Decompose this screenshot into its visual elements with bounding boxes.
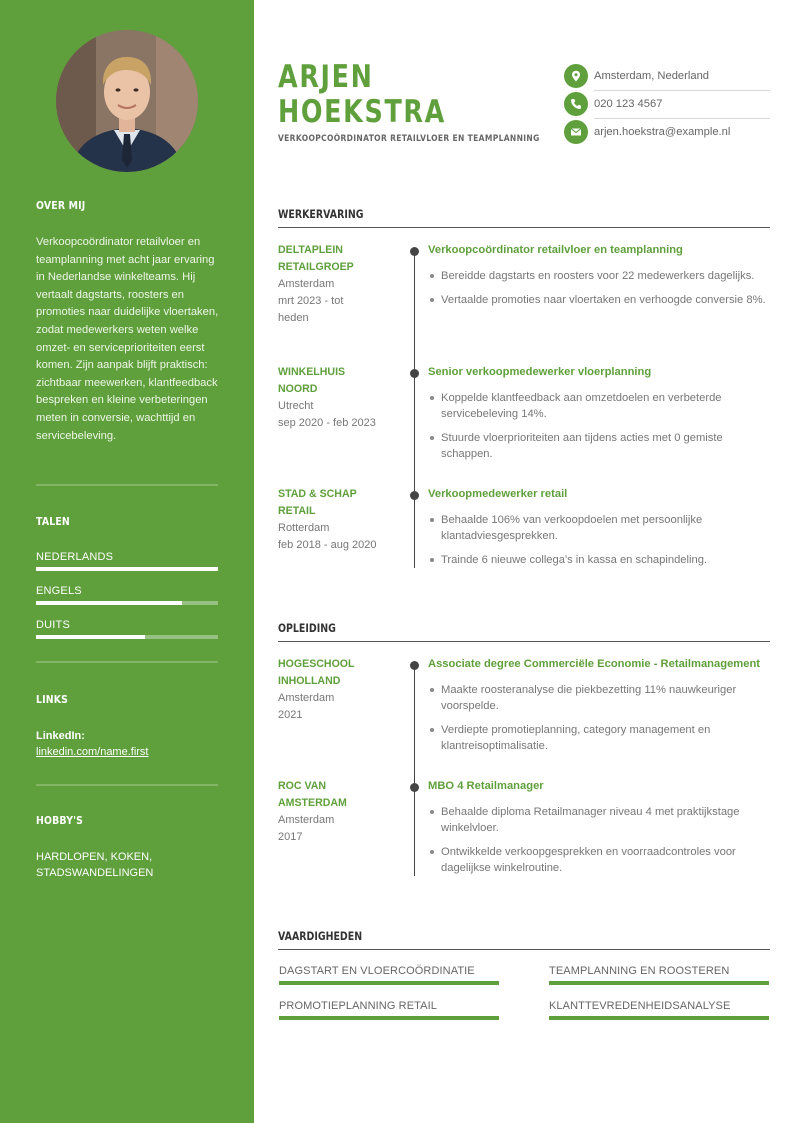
skill-name: TEAMPLANNING EN ROOSTEREN <box>549 965 730 977</box>
education-detail-list <box>428 804 768 884</box>
phone-text: 020 123 4567 <box>594 98 663 110</box>
first-name: ARJEN <box>278 59 374 95</box>
timeline-dot <box>410 491 419 500</box>
skill-bar <box>549 1016 769 1020</box>
school-name-cont: INHOLLAND <box>278 675 341 687</box>
divider <box>36 661 218 663</box>
skill-name: DAGSTART EN VLOERCOÖRDINATIE <box>279 965 475 977</box>
contact-location <box>564 62 770 90</box>
timeline-line <box>414 664 415 876</box>
skill-bar <box>279 1016 499 1020</box>
divider <box>36 784 218 786</box>
links-heading: LINKS <box>36 693 69 706</box>
school-name-cont: AMSTERDAM <box>278 797 347 809</box>
achievement-item: Koppelde klantfeedback aan omzetdoelen en verbeterde servicebeleving 14%. <box>428 390 768 422</box>
achievement-list <box>428 390 768 470</box>
degree-title: MBO 4 Retailmanager <box>428 780 544 792</box>
timeline-dot <box>410 661 419 670</box>
language-level-fill <box>36 635 145 639</box>
employment-period-cont: heden <box>278 312 309 324</box>
skill-name: KLANTTEVREDENHEIDSANALYSE <box>549 1000 731 1012</box>
achievement-item: Stuurde vloerprioriteiten aan tijdens acties met 0 gemiste schappen. <box>428 430 768 462</box>
location-pin-icon <box>564 64 588 88</box>
language-name: DUITS <box>36 619 70 631</box>
employer-name-cont: RETAILGROEP <box>278 261 354 273</box>
section-divider <box>278 949 770 950</box>
employer-name: DELTAPLEIN <box>278 244 343 256</box>
profile-photo <box>56 30 198 172</box>
school-name: HOGESCHOOL <box>278 658 355 670</box>
section-divider <box>278 641 770 642</box>
employer-name: WINKELHUIS <box>278 366 346 378</box>
language-level-fill <box>36 567 218 571</box>
education-detail-item: Maakte roosteranalyse die piekbezetting 11% nauwkeuriger voorspelde. <box>428 682 768 714</box>
employer-city: Amsterdam <box>278 278 335 290</box>
timeline-dot <box>410 247 419 256</box>
location-text: Amsterdam, Nederland <box>594 70 710 82</box>
graduation-year: 2021 <box>278 709 303 721</box>
language-name: ENGELS <box>36 585 82 597</box>
candidate-name <box>278 60 446 130</box>
degree-title: Associate degree Commerciële Economie - Retailmanagement <box>428 658 761 670</box>
linkedin-link[interactable]: linkedin.com/name.first <box>36 746 149 758</box>
experience-entry-meta <box>278 486 398 554</box>
employer-city: Utrecht <box>278 400 314 412</box>
skill-bar <box>279 981 499 985</box>
sidebar <box>0 0 254 1123</box>
school-name: ROC VAN <box>278 780 327 792</box>
contact-email <box>564 118 770 146</box>
employment-period: mrt 2023 - tot <box>278 295 344 307</box>
language-level-bar <box>36 635 218 639</box>
job-role: Verkoopmedewerker retail <box>428 488 568 500</box>
job-title: VERKOOPCOÖRDINATOR RETAILVLOER EN TEAMPLANNING <box>278 134 540 144</box>
education-entry-meta <box>278 656 398 724</box>
divider <box>36 484 218 486</box>
employer-city: Rotterdam <box>278 522 330 534</box>
email-text: arjen.hoekstra@example.nl <box>594 126 731 138</box>
achievement-list <box>428 512 768 576</box>
skill-item <box>279 965 499 985</box>
skill-name: PROMOTIEPLANNING RETAIL <box>279 1000 437 1012</box>
skill-item <box>279 1000 499 1020</box>
education-detail-item: Verdiepte promotieplanning, category management en klantreisoptimalisatie. <box>428 722 768 754</box>
employer-name: STAD & SCHAP <box>278 488 357 500</box>
section-divider <box>278 227 770 228</box>
education-entry-meta <box>278 778 398 846</box>
school-city: Amsterdam <box>278 692 335 704</box>
skill-bar <box>549 981 769 985</box>
school-city: Amsterdam <box>278 814 335 826</box>
education-heading: OPLEIDING <box>278 621 336 635</box>
achievement-item: Bereidde dagstarts en roosters voor 22 medewerkers dagelijks. <box>428 268 768 284</box>
timeline-dot <box>410 783 419 792</box>
graduation-year: 2017 <box>278 831 303 843</box>
language-name: NEDERLANDS <box>36 551 114 563</box>
experience-entry-meta <box>278 364 398 432</box>
language-item <box>36 585 218 605</box>
education-detail-item: Ontwikkelde verkoopgesprekken en voorraadcontroles voor dagelijkse winkelroutine. <box>428 844 768 876</box>
skill-item <box>549 965 769 985</box>
experience-entry-meta <box>278 242 398 327</box>
linkedin-label: LinkedIn: <box>36 730 85 742</box>
employer-name-cont: RETAIL <box>278 505 316 517</box>
employer-name-cont: NOORD <box>278 383 318 395</box>
job-role: Verkoopcoördinator retailvloer en teamplanning <box>428 244 683 256</box>
skills-heading: VAARDIGHEDEN <box>278 929 363 943</box>
skill-item <box>549 1000 769 1020</box>
last-name: HOEKSTRA <box>278 94 446 130</box>
employment-period: feb 2018 - aug 2020 <box>278 539 377 551</box>
achievement-item: Vertaalde promoties naar vloertaken en verhoogde conversie 8%. <box>428 292 768 308</box>
achievement-item: Trainde 6 nieuwe collega's in kassa en schapindeling. <box>428 552 768 568</box>
about-heading: OVER MIJ <box>36 199 86 212</box>
language-level-bar <box>36 567 218 571</box>
about-text: Verkoopcoördinator retailvloer en teamplanning met acht jaar ervaring in Nederlandse winkelteams. Hij vertaalt dagstarts, roosters en promoties naar duidelijke vloertaken, zodat medewerkers weten welke omzet- en serviceprioriteiten eerst komen. Zijn aanpak blijft praktisch: zichtbaar meewerken, klantfeedback bespreken en kleine verbeteringen meten in conversie, wachttijd en servicebeleving. <box>36 236 219 442</box>
hobbies-text: HARDLOPEN, KOKEN, STADSWANDELINGEN <box>36 851 154 879</box>
job-role: Senior verkoopmedewerker vloerplanning <box>428 366 652 378</box>
achievement-list <box>428 268 768 316</box>
timeline-line <box>414 250 415 568</box>
education-detail-item: Behaalde diploma Retailmanager niveau 4 met praktijkstage winkelvloer. <box>428 804 768 836</box>
languages-heading: TALEN <box>36 515 70 528</box>
education-detail-list <box>428 682 768 762</box>
contact-phone <box>564 90 770 118</box>
envelope-icon <box>564 120 588 144</box>
language-item <box>36 551 218 571</box>
language-level-bar <box>36 601 218 605</box>
timeline-dot <box>410 369 419 378</box>
hobbies-heading: HOBBY'S <box>36 814 84 827</box>
employment-period: sep 2020 - feb 2023 <box>278 417 376 429</box>
language-item <box>36 619 218 639</box>
language-level-fill <box>36 601 182 605</box>
achievement-item: Behaalde 106% van verkoopdoelen met persoonlijke klantadviesgesprekken. <box>428 512 768 544</box>
phone-icon <box>564 92 588 116</box>
experience-heading: WERKERVARING <box>278 207 364 221</box>
